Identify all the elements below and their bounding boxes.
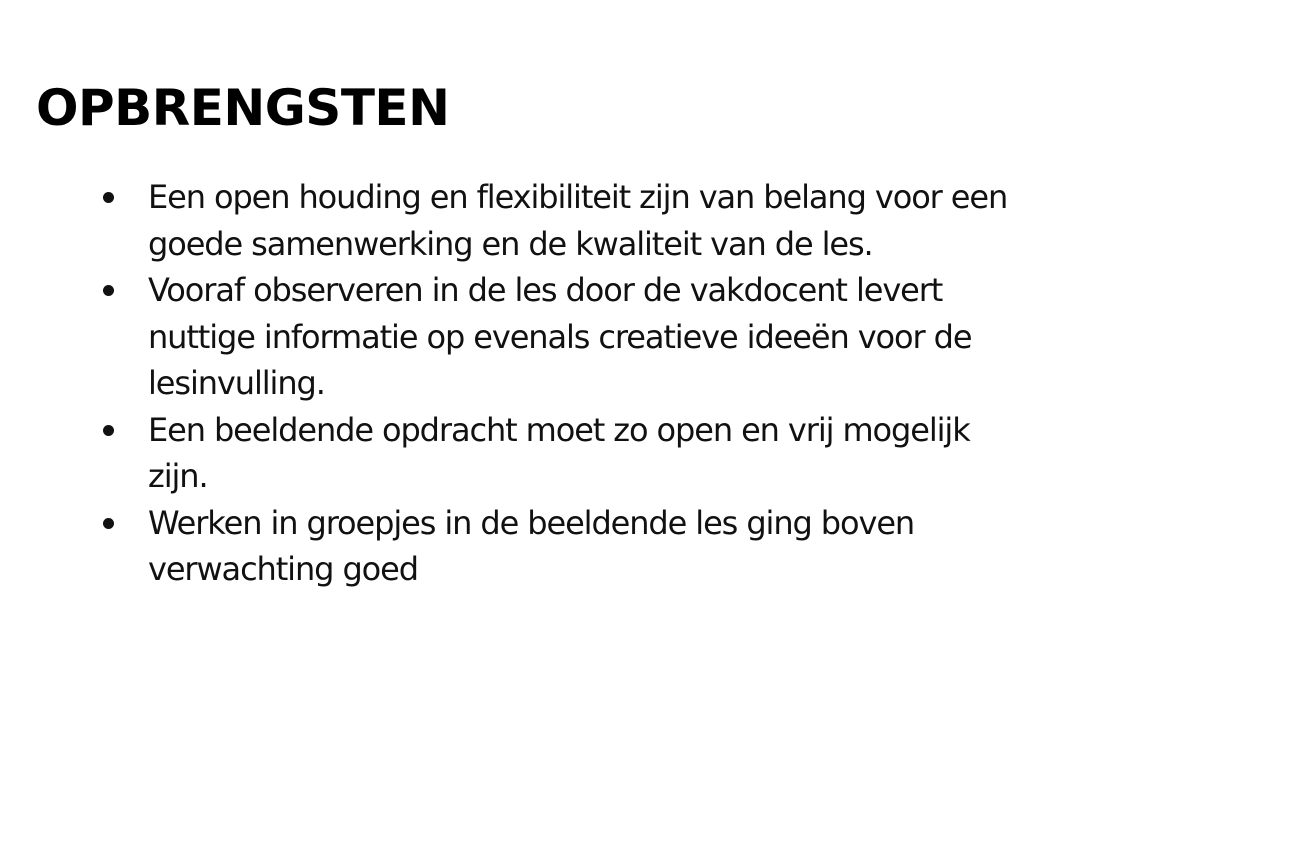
slide-title: OPBRENGSTEN: [36, 79, 450, 137]
bullet-text: Een open houding en flexibiliteit zijn van belang voor een goede samenwerking en de kwaliteit van de les.: [148, 178, 1008, 263]
bullet-text: Een beeldende opdracht moet zo open en vrij mogelijk zijn.: [148, 410, 970, 495]
bullet-text: Vooraf observeren in de les door de vakdocent levert nuttige informatie op evenals creatieve ideeën voor de lesinvulling.: [148, 271, 972, 402]
bullet-dot-icon: [103, 192, 114, 203]
bullet-dot-icon: [103, 285, 114, 296]
bullet-item: [100, 407, 1035, 500]
bullet-text: Werken in groepjes in de beeldende les ging boven verwachting goed: [148, 503, 915, 588]
bullet-list: [100, 174, 1035, 593]
bullet-dot-icon: [103, 425, 114, 436]
bullet-item: [100, 174, 1035, 267]
bullet-item: [100, 500, 1035, 593]
bullet-dot-icon: [103, 518, 114, 529]
bullet-item: [100, 267, 1035, 407]
